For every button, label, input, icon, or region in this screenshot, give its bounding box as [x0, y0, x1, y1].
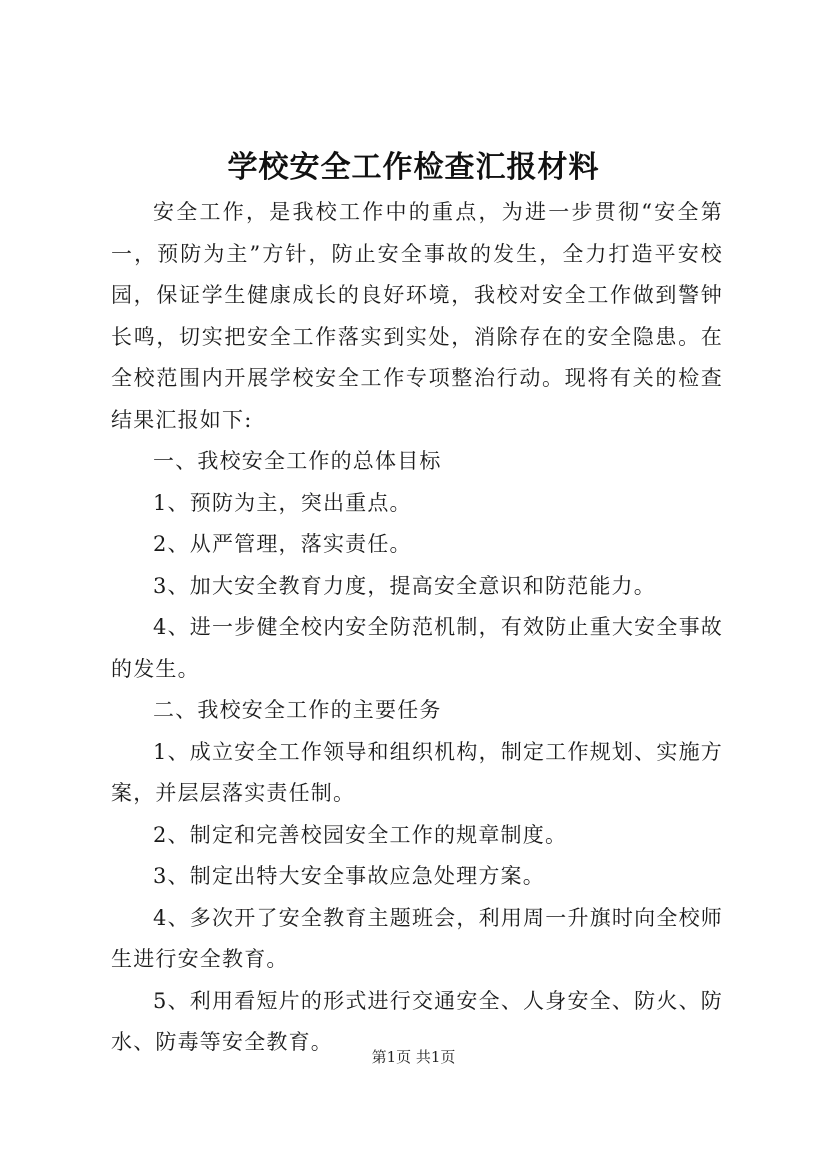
- document-body: [111, 192, 723, 1064]
- paragraph-intro: 安全工作，是我校工作中的重点，为进一步贯彻“安全第一，预防为主”方针，防止安全事故的发生，全力打造平安校园，保证学生健康成长的良好环境，我校对安全工作做到警钟长鸣，切实把安全工作落实到实处，消除存在的安全隐患。在全校范围内开展学校安全工作专项整治行动。现将有关的检查结果汇报如下:: [111, 200, 723, 432]
- list-item-task-1: 1、成立安全工作领导和组织机构，制定工作规划、实施方案，并层层落实责任制。: [111, 739, 723, 805]
- page-title: 学校安全工作检查汇报材料: [227, 150, 600, 185]
- list-item-goal-3: 3、加大安全教育力度，提高安全意识和防范能力。: [153, 573, 656, 598]
- list-item-goal-2: 2、从严管理，落实责任。: [153, 532, 412, 556]
- list-item-task-5: 5、利用看短片的形式进行交通安全、人身安全、防火、防水、防毒等安全教育。: [111, 988, 723, 1054]
- list-item-task-2: 2、制定和完善校园安全工作的规章制度。: [153, 822, 568, 847]
- list-item-task-3: 3、制定出特大安全事故应急处理方案。: [153, 864, 545, 888]
- heading-overall-goals: 一、我校安全工作的总体目标: [153, 449, 442, 473]
- list-item-goal-1: 1、预防为主，突出重点。: [153, 490, 412, 515]
- heading-main-tasks: 二、我校安全工作的主要任务: [153, 698, 442, 722]
- page-number-footer: 第1页 共1页: [371, 1048, 456, 1066]
- list-item-task-4: 4、多次开了安全教育主题班会，利用周一升旗时向全校师生进行安全教育。: [111, 905, 723, 971]
- list-item-goal-4: 4、进一步健全校内安全防范机制，有效防止重大安全事故的发生。: [111, 615, 723, 681]
